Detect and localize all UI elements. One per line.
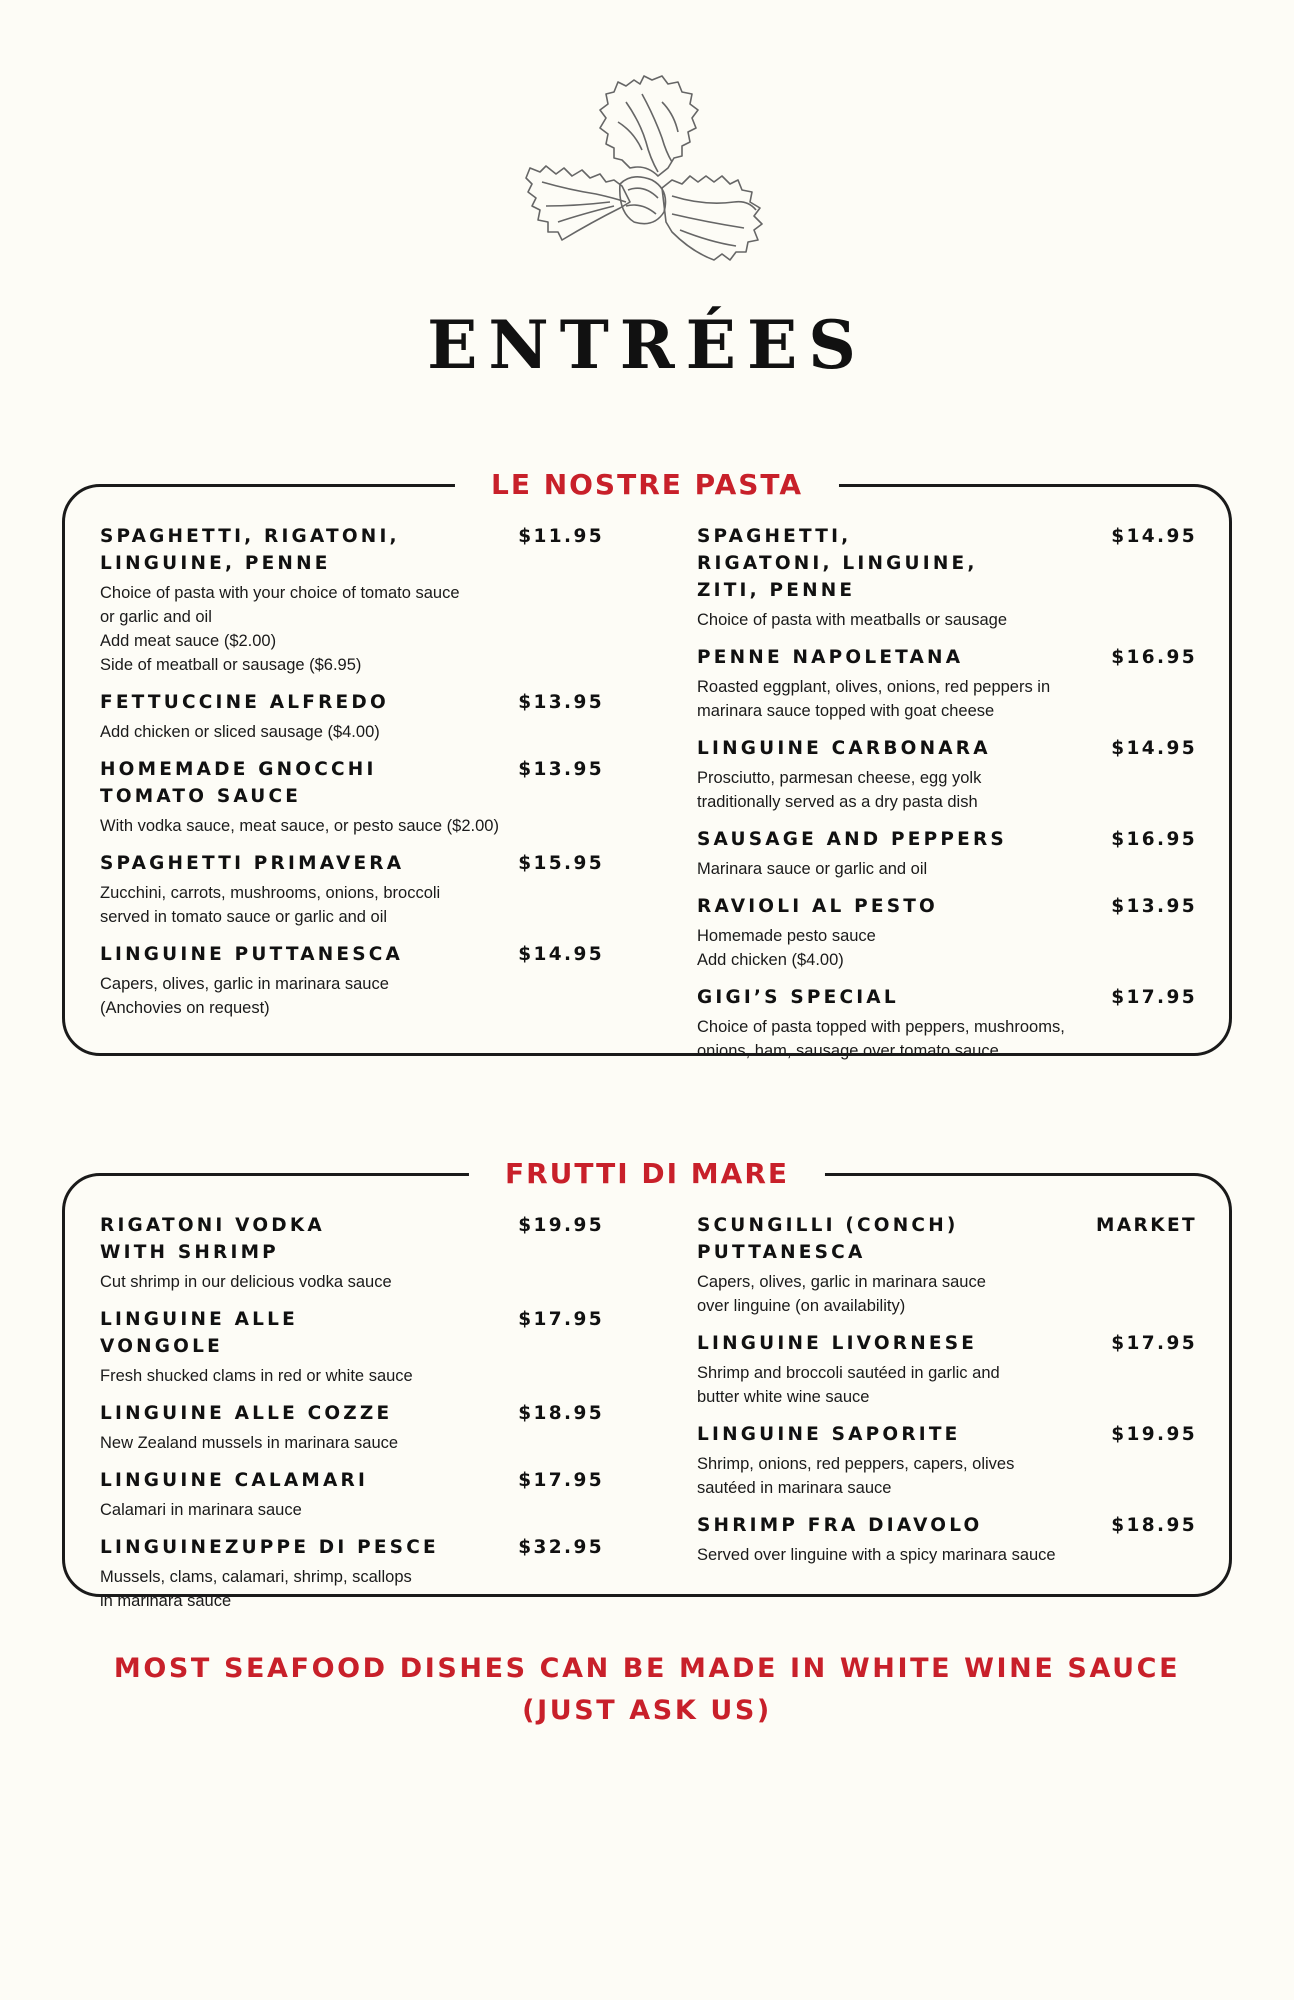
menu-item — [697, 1212, 1197, 1318]
item-price: $18.95 — [1111, 1515, 1197, 1536]
item-description: Choice of pasta topped with peppers, mushrooms, onions, ham, sausage over tomato sauce — [697, 1018, 1065, 1060]
item-price: $13.95 — [1111, 896, 1197, 917]
menu-item — [100, 850, 604, 929]
item-price: $17.95 — [1111, 987, 1197, 1008]
item-description: Add chicken or sliced sausage ($4.00) — [100, 723, 380, 741]
menu-item — [100, 756, 604, 838]
menu-column-right — [697, 1212, 1197, 1579]
item-name: SHRIMP FRA DIAVOLO — [697, 1515, 983, 1536]
item-price: $19.95 — [1111, 1424, 1197, 1445]
menu-item — [697, 735, 1197, 814]
page-title: ENTRÉES — [427, 306, 867, 384]
item-price: MARKET — [1096, 1215, 1197, 1236]
item-name: SPAGHETTI, RIGATONI, LINGUINE, PENNE — [100, 526, 400, 574]
item-description: Served over linguine with a spicy marinara sauce — [697, 1546, 1056, 1564]
item-name: PENNE NAPOLETANA — [697, 647, 964, 668]
item-name: LINGUINE CALAMARI — [100, 1470, 369, 1491]
item-name: LINGUINE PUTTANESCA — [100, 944, 404, 965]
menu-column-left — [100, 523, 604, 1032]
menu-item — [697, 1330, 1197, 1409]
item-description: Shrimp and broccoli sautéed in garlic and butter white wine sauce — [697, 1364, 1000, 1406]
footer-line-1: MOST SEAFOOD DISHES CAN BE MADE IN WHITE WINE SAUCE — [113, 1653, 1181, 1684]
menu-item — [697, 523, 1197, 632]
item-price: $15.95 — [518, 853, 604, 874]
item-name: LINGUINE LIVORNESE — [697, 1333, 978, 1354]
menu-column-right — [697, 523, 1197, 1075]
item-name: LINGUINE ALLE VONGOLE — [100, 1309, 298, 1357]
item-name: SCUNGILLI (CONCH) PUTTANESCA — [697, 1215, 959, 1263]
section-title: LE NOSTRE PASTA — [455, 459, 839, 511]
menu-column-left — [100, 1212, 604, 1625]
menu-item — [100, 1534, 604, 1613]
item-price: $19.95 — [518, 1215, 604, 1236]
item-price: $16.95 — [1111, 647, 1197, 668]
item-description: With vodka sauce, meat sauce, or pesto sauce ($2.00) — [100, 817, 499, 835]
item-name: GIGI’S SPECIAL — [697, 987, 899, 1008]
item-description: Capers, olives, garlic in marinara sauce (Anchovies on request) — [100, 975, 389, 1017]
menu-item — [697, 984, 1197, 1063]
item-description: Prosciutto, parmesan cheese, egg yolk traditionally served as a dry pasta dish — [697, 769, 982, 811]
section-le-nostre-pasta — [62, 468, 1232, 1060]
item-name: FETTUCCINE ALFREDO — [100, 692, 389, 713]
item-price: $18.95 — [518, 1403, 604, 1424]
item-name: HOMEMADE GNOCCHI TOMATO SAUCE — [100, 759, 377, 807]
item-description: Mussels, clams, calamari, shrimp, scallops in marinara sauce — [100, 1568, 412, 1610]
item-description: Fresh shucked clams in red or white sauce — [100, 1367, 413, 1385]
item-name: LINGUINEZUPPE DI PESCE — [100, 1537, 439, 1558]
item-price: $17.95 — [518, 1470, 604, 1491]
menu-item — [697, 1512, 1197, 1567]
menu-item — [100, 523, 604, 677]
item-name: LINGUINE SAPORITE — [697, 1424, 961, 1445]
menu-item — [100, 689, 604, 744]
menu-item — [697, 1421, 1197, 1500]
item-price: $13.95 — [518, 759, 604, 780]
farfalle-pasta-icon — [522, 72, 772, 264]
item-description: Choice of pasta with meatballs or sausage — [697, 611, 1008, 629]
item-description: Marinara sauce or garlic and oil — [697, 860, 928, 878]
menu-item — [697, 826, 1197, 881]
item-name: SPAGHETTI, RIGATONI, LINGUINE, ZITI, PENNE — [697, 526, 978, 601]
item-description: Calamari in marinara sauce — [100, 1501, 302, 1519]
item-description: Choice of pasta with your choice of tomato sauce or garlic and oil Add meat sauce ($2.00) Side of meatball or sausage ($6.95) — [100, 584, 460, 674]
item-description: New Zealand mussels in marinara sauce — [100, 1434, 399, 1452]
item-name: RIGATONI VODKA WITH SHRIMP — [100, 1215, 325, 1263]
item-price: $14.95 — [518, 944, 604, 965]
footer-note — [0, 1648, 1294, 1732]
section-title: FRUTTI DI MARE — [469, 1148, 825, 1200]
item-price: $14.95 — [1111, 738, 1197, 759]
item-price: $17.95 — [1111, 1333, 1197, 1354]
item-description: Capers, olives, garlic in marinara sauce over linguine (on availability) — [697, 1273, 986, 1315]
item-description: Roasted eggplant, olives, onions, red peppers in marinara sauce topped with goat cheese — [697, 678, 1051, 720]
item-name: LINGUINE ALLE COZZE — [100, 1403, 393, 1424]
item-price: $14.95 — [1111, 526, 1197, 547]
item-price: $13.95 — [518, 692, 604, 713]
section-frutti-di-mare — [62, 1157, 1232, 1610]
menu-item — [100, 1400, 604, 1455]
item-name: SAUSAGE AND PEPPERS — [697, 829, 1007, 850]
menu-item — [100, 1212, 604, 1294]
item-description: Homemade pesto sauce Add chicken ($4.00) — [697, 927, 876, 969]
item-price: $11.95 — [518, 526, 604, 547]
item-description: Cut shrimp in our delicious vodka sauce — [100, 1273, 392, 1291]
item-name: SPAGHETTI PRIMAVERA — [100, 853, 405, 874]
item-price: $32.95 — [518, 1537, 604, 1558]
item-name: RAVIOLI AL PESTO — [697, 896, 938, 917]
item-name: LINGUINE CARBONARA — [697, 738, 991, 759]
menu-item — [697, 644, 1197, 723]
item-price: $16.95 — [1111, 829, 1197, 850]
footer-line-2: (JUST ASK US) — [522, 1695, 772, 1726]
menu-item — [100, 1467, 604, 1522]
item-description: Zucchini, carrots, mushrooms, onions, broccoli served in tomato sauce or garlic and oil — [100, 884, 441, 926]
item-description: Shrimp, onions, red peppers, capers, olives sautéed in marinara sauce — [697, 1455, 1015, 1497]
item-price: $17.95 — [518, 1309, 604, 1330]
menu-item — [100, 941, 604, 1020]
menu-item — [100, 1306, 604, 1388]
menu-item — [697, 893, 1197, 972]
